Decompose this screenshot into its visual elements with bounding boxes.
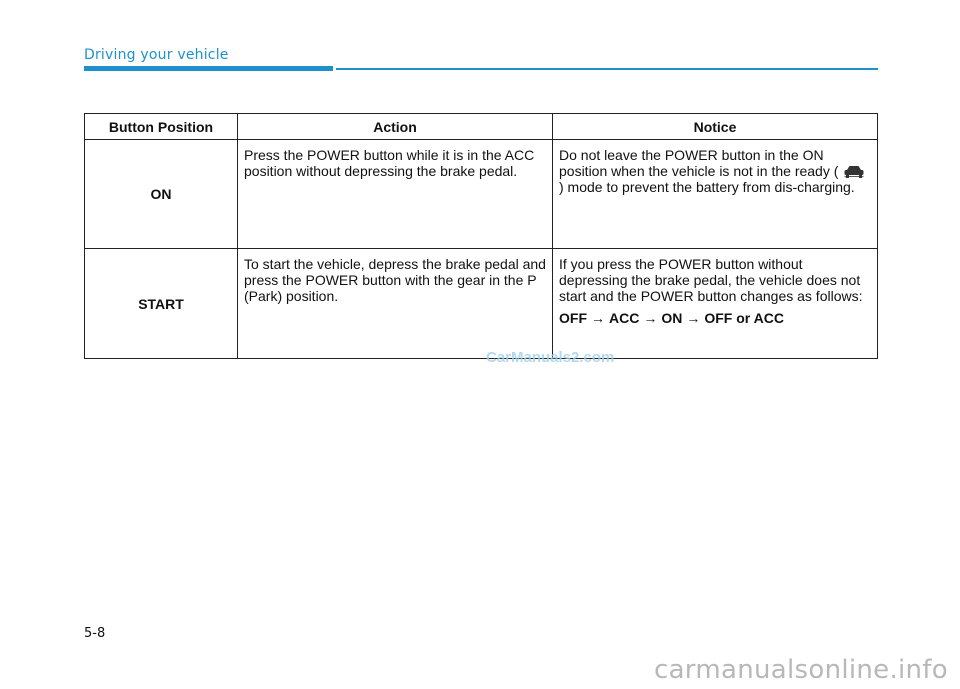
power-button-table — [84, 113, 878, 359]
power-mode-sequence — [559, 310, 871, 326]
notice-start — [553, 249, 878, 359]
header-action: Action — [238, 114, 553, 140]
mode-acc: ACC — [609, 310, 640, 326]
arrow-right-icon: → — [643, 310, 658, 326]
page-number: 5-8 — [84, 626, 106, 641]
action-start: To start the vehicle, depress the brake pedal and press the POWER button with the gear in the P (Park) position. — [238, 249, 553, 359]
footer-watermark: carmanualsonline.info — [653, 655, 948, 685]
header-rule-thick — [84, 66, 333, 71]
notice-on-text-start: Do not leave the POWER button in the ON position when the vehicle is not in the ready ( — [559, 147, 839, 179]
watermark-link[interactable]: CarManuals2.com — [486, 349, 615, 366]
notice-start-text: If you press the POWER button without depressing the brake pedal, the vehicle does not start and the POWER button changes as follows: — [559, 256, 863, 304]
position-on: ON — [85, 140, 238, 249]
header-button-position: Button Position — [85, 114, 238, 140]
table-header-row — [85, 114, 878, 140]
notice-on — [553, 140, 878, 249]
mode-off-or-acc: OFF or ACC — [704, 310, 784, 326]
arrow-right-icon: → — [591, 310, 605, 326]
header-notice: Notice — [553, 114, 878, 140]
mode-on: ON — [661, 310, 683, 326]
header-rule-thin — [336, 68, 878, 70]
arrow-right-icon: → — [686, 310, 701, 326]
section-title: Driving your vehicle — [84, 47, 229, 63]
table-row-on — [85, 140, 878, 249]
mode-off: OFF — [559, 310, 587, 326]
notice-on-text-end: ) mode to prevent the battery from dis-charging. — [559, 179, 855, 195]
table-row-start — [85, 249, 878, 359]
position-start: START — [85, 249, 238, 359]
ready-indicator-icon — [842, 164, 866, 179]
action-on: Press the POWER button while it is in the ACC position without depressing the brake pedal. — [238, 140, 553, 249]
